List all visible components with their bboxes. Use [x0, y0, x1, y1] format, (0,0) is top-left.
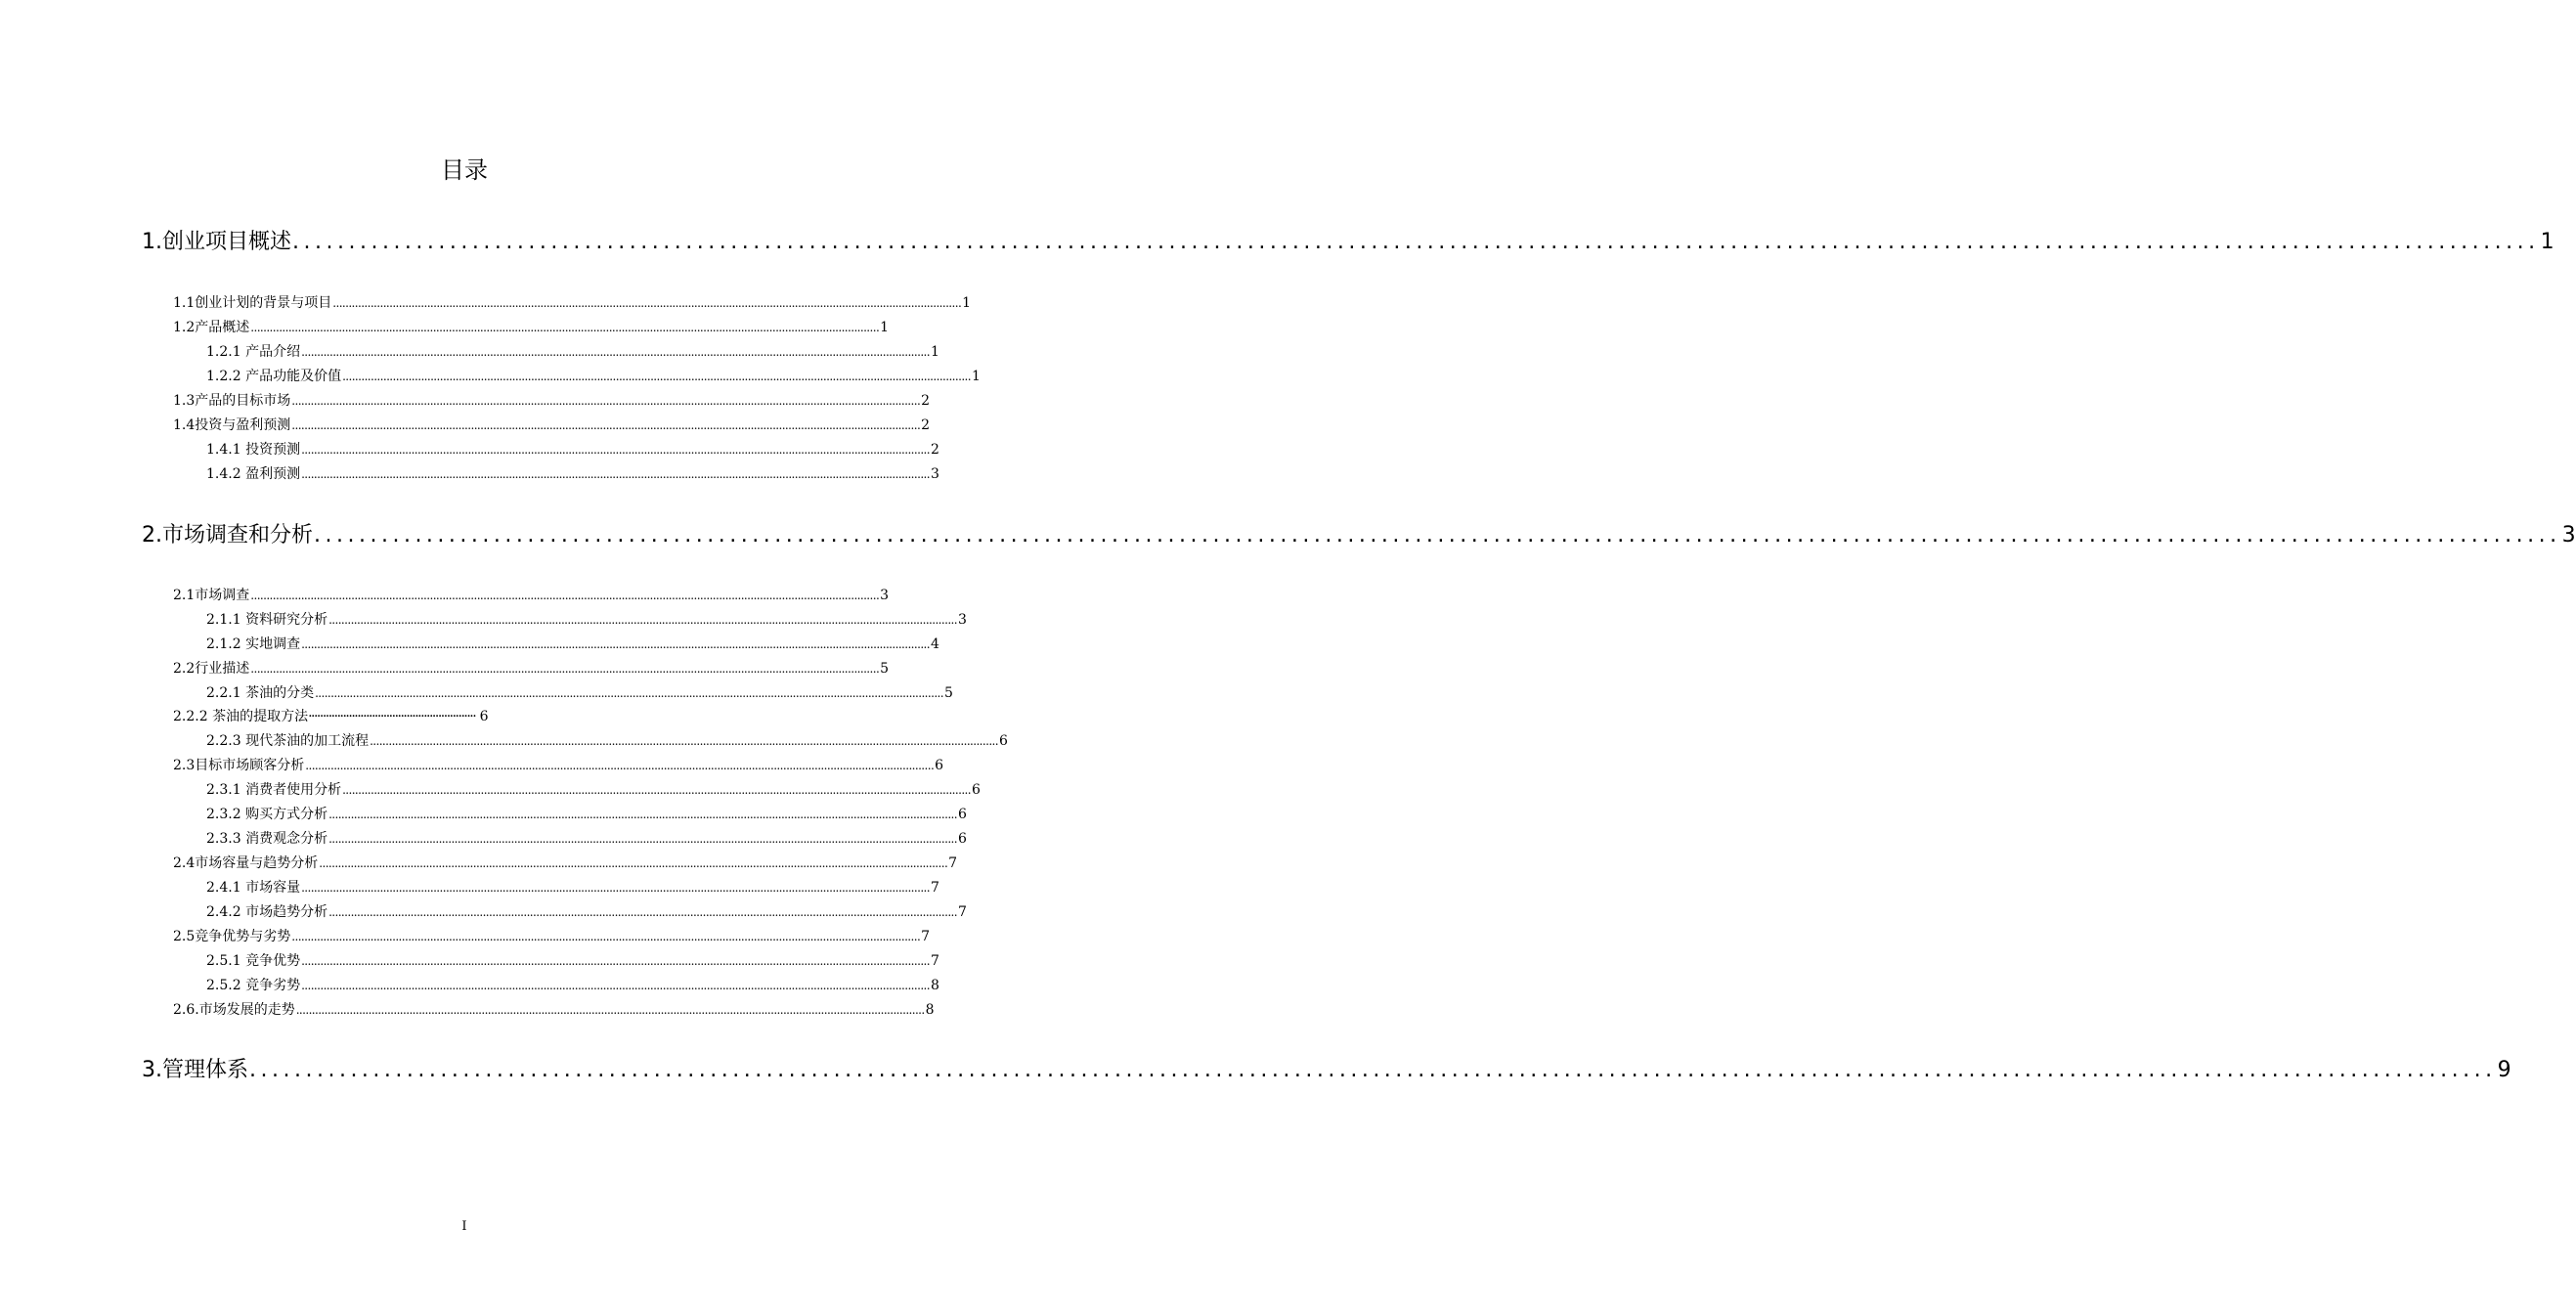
toc-leader-dots: ........................................................................................................................................................................................................: [249, 1058, 2497, 1082]
toc-leader-dots: ........................................................................................................................................................................................................: [314, 523, 2561, 548]
toc-entry-page: 3: [930, 466, 939, 482]
toc-entry-label: 1.创业项目概述: [142, 230, 291, 254]
toc-entry-label: 2.5.1 竞争优势: [206, 953, 301, 969]
toc-entry-label: 1.4.1 投资预测: [206, 442, 301, 458]
toc-entry-level2[interactable]: [173, 318, 890, 337]
toc-leader-dots: ........................................................................................................................................................................................................: [370, 734, 998, 748]
toc-entry-level3-unindented[interactable]: [173, 707, 489, 726]
toc-title: 目录: [441, 156, 488, 184]
toc-entry-label: 1.1创业计划的背景与项目: [173, 295, 332, 311]
toc-leader-dots: ........................................................................................................................................................................................................: [305, 759, 935, 772]
toc-entry-page: 2: [930, 442, 939, 458]
toc-entry-page: 1: [880, 320, 890, 335]
toc-entry-level3[interactable]: [206, 731, 1008, 751]
toc-entry-label: 2.3.3 消费观念分析: [206, 831, 328, 847]
toc-entry-page: 3: [880, 588, 890, 603]
toc-entry-label: 2.2.2 茶油的提取方法: [173, 709, 309, 724]
toc-entry-level3[interactable]: [206, 829, 967, 849]
toc-entry-level3[interactable]: [206, 902, 967, 922]
toc-leader-dots: ........................................................................................................................................................................................................: [301, 443, 930, 457]
toc-leader-dots: ........................................................................................................................................................................................................: [319, 856, 948, 870]
toc-entry-label: 2.1.2 实地调查: [206, 636, 301, 652]
toc-entry-label: 2.2行业描述: [173, 661, 250, 677]
toc-entry-level2[interactable]: [173, 927, 931, 946]
toc-entry-level2[interactable]: [173, 293, 972, 313]
toc-entry-label: 3.管理体系: [142, 1058, 248, 1082]
toc-entry-label: 1.2.1 产品介绍: [206, 344, 301, 360]
toc-entry-level2[interactable]: [173, 756, 944, 775]
toc-leader-dots: ........................................................................................................................................................................................................: [250, 321, 880, 334]
toc-entry-level3[interactable]: [206, 464, 939, 484]
toc-entry-label: 2.3.1 消费者使用分析: [206, 782, 342, 798]
toc-entry-page: 6: [971, 782, 981, 798]
toc-entry-level3[interactable]: [206, 635, 939, 654]
toc-entry-page: 9: [2497, 1058, 2511, 1082]
toc-entry-page: 1: [971, 369, 981, 384]
toc-entry-label: 2.5.2 竞争劣势: [206, 978, 301, 993]
toc-entry-level2[interactable]: [173, 391, 931, 411]
toc-leader-dots: ........................................................................................................................................................................................................: [250, 662, 880, 676]
toc-entry-label: 2.4.1 市场容量: [206, 880, 301, 896]
toc-entry-level2[interactable]: [173, 416, 931, 435]
toc-entry-level3[interactable]: [206, 610, 967, 630]
toc-entry-label: 2.市场调查和分析: [142, 523, 313, 548]
toc-entry-label: 2.2.1 茶油的分类: [206, 685, 315, 701]
toc-leader-dots: ··························································: [308, 709, 476, 724]
toc-entry-level3[interactable]: [206, 342, 939, 362]
toc-entry-page: 5: [943, 685, 953, 701]
toc-entry-label: 1.4.2 盈利预测: [206, 466, 301, 482]
toc-entry-level2[interactable]: [173, 1000, 935, 1020]
toc-entry-page: 4: [930, 636, 939, 652]
toc-leader-dots: ........................................................................................................................................................................................................: [315, 686, 943, 700]
toc-entry-page: 5: [880, 661, 890, 677]
toc-entry-label: 1.2.2 产品功能及价值: [206, 369, 342, 384]
toc-entry-label: 2.5竞争优势与劣势: [173, 929, 291, 944]
toc-entry-label: 2.4.2 市场趋势分析: [206, 904, 328, 920]
toc-entry-page: 7: [930, 880, 939, 896]
toc-entry-level3[interactable]: [206, 780, 981, 800]
toc-entry-page: 1: [930, 344, 939, 360]
toc-leader-dots: ........................................................................................................................................................................................................: [301, 467, 930, 481]
toc-entry-level1[interactable]: [142, 1056, 2511, 1085]
toc-leader-dots: ........................................................................................................................................................................................................: [292, 230, 2540, 254]
toc-leader-dots: ........................................................................................................................................................................................................: [342, 370, 971, 383]
toc-leader-dots: ........................................................................................................................................................................................................: [301, 345, 930, 359]
toc-entry-level2[interactable]: [173, 586, 890, 605]
toc-entry-level3[interactable]: [206, 440, 939, 460]
toc-entry-page: 3: [2561, 523, 2576, 548]
toc-entry-page: 6: [479, 709, 489, 724]
toc-entry-label: 1.4投资与盈利预测: [173, 417, 291, 433]
toc-entry-page: 8: [930, 978, 939, 993]
toc-leader-dots: ........................................................................................................................................................................................................: [301, 954, 930, 968]
toc-entry-label: 1.2产品概述: [173, 320, 250, 335]
toc-entry-level3[interactable]: [206, 951, 939, 971]
toc-entry-page: 6: [957, 831, 967, 847]
toc-entry-label: 2.1.1 资料研究分析: [206, 612, 328, 628]
toc-entry-label: 2.3目标市场顾客分析: [173, 758, 305, 773]
toc-leader-dots: ........................................................................................................................................................................................................: [328, 905, 957, 919]
toc-leader-dots: ........................................................................................................................................................................................................: [301, 979, 930, 992]
toc-entry-label: 2.6.市场发展的走势: [173, 1002, 295, 1018]
toc-leader-dots: ........................................................................................................................................................................................................: [332, 296, 962, 310]
toc-entry-level2[interactable]: [173, 854, 958, 873]
toc-entry-page: 1: [962, 295, 972, 311]
toc-entry-label: 2.2.3 现代茶油的加工流程: [206, 733, 370, 749]
toc-leader-dots: ........................................................................................................................................................................................................: [328, 808, 957, 821]
toc-entry-page: 1: [2540, 230, 2554, 254]
toc-leader-dots: ........................................................................................................................................................................................................: [291, 394, 921, 408]
toc-leader-dots: ........................................................................................................................................................................................................: [291, 418, 921, 432]
toc-entry-page: 7: [930, 953, 939, 969]
toc-leader-dots: ........................................................................................................................................................................................................: [250, 589, 880, 602]
toc-entry-page: 6: [998, 733, 1008, 749]
toc-entry-label: 2.1市场调查: [173, 588, 250, 603]
toc-entry-page: 2: [921, 417, 931, 433]
toc-leader-dots: ........................................................................................................................................................................................................: [295, 1003, 925, 1017]
toc-entry-page: 6: [957, 807, 967, 822]
toc-leader-dots: ........................................................................................................................................................................................................: [301, 637, 930, 651]
toc-entry-page: 7: [957, 904, 967, 920]
toc-entry-label: 2.3.2 购买方式分析: [206, 807, 328, 822]
toc-leader-dots: ........................................................................................................................................................................................................: [291, 930, 921, 943]
toc-entry-level3[interactable]: [206, 683, 953, 703]
toc-entry-page: 6: [935, 758, 944, 773]
toc-entry-level3[interactable]: [206, 805, 967, 824]
toc-entry-page: 8: [925, 1002, 935, 1018]
toc-entry-level3[interactable]: [206, 367, 981, 386]
toc-entry-page: 3: [957, 612, 967, 628]
toc-entry-page: 2: [921, 393, 931, 409]
toc-entry-level1[interactable]: [142, 228, 2554, 257]
toc-entry-label: 2.4市场容量与趋势分析: [173, 855, 319, 871]
page-number: I: [461, 1219, 467, 1234]
toc-entry-label: 1.3产品的目标市场: [173, 393, 291, 409]
toc-entry-page: 7: [921, 929, 931, 944]
toc-leader-dots: ........................................................................................................................................................................................................: [328, 832, 957, 846]
toc-entry-level3[interactable]: [206, 878, 939, 898]
toc-entry-level2[interactable]: [173, 659, 890, 679]
toc-leader-dots: ........................................................................................................................................................................................................: [328, 613, 957, 627]
toc-entry-level1[interactable]: [142, 521, 2576, 550]
toc-leader-dots: ........................................................................................................................................................................................................: [342, 783, 971, 797]
toc-entry-level3[interactable]: [206, 976, 939, 995]
toc-entry-page: 7: [948, 855, 958, 871]
toc-leader-dots: ........................................................................................................................................................................................................: [301, 881, 930, 895]
